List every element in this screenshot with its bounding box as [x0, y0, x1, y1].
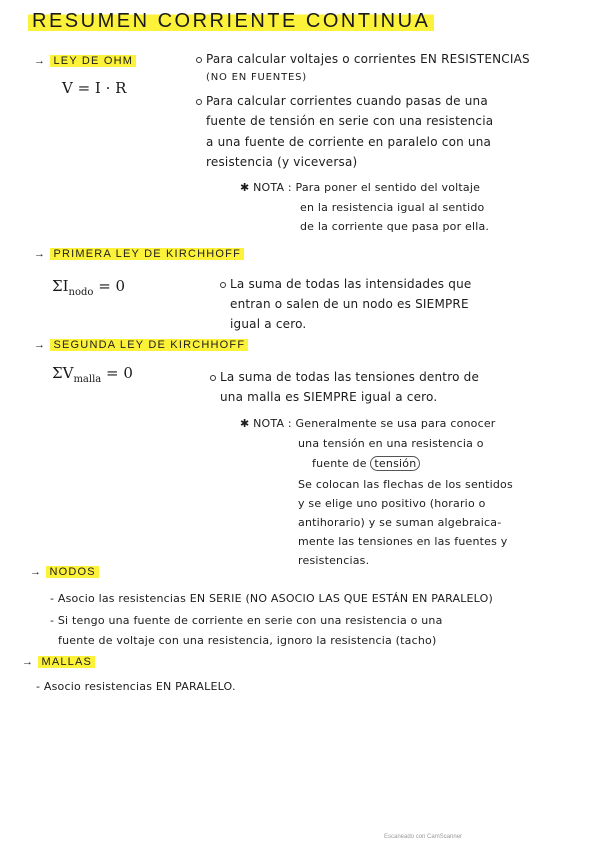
- kirchhoff-2-text-1: La suma de todas las tensiones dentro de: [210, 370, 479, 384]
- ohm-heading: [34, 55, 136, 67]
- kirchhoff-2-heading: [34, 339, 248, 351]
- bullet-dot-icon: [196, 99, 202, 105]
- kirchhoff-2-formula: $\Sigma V_{malla} = 0$: [52, 364, 133, 385]
- scanner-watermark: Escaneado con CamScanner: [384, 834, 463, 840]
- kirchhoff-1-heading: [34, 248, 244, 260]
- star-icon: ✱: [240, 181, 250, 194]
- arrow-icon: →: [34, 248, 47, 260]
- kirchhoff-1-text-2: entran o salen de un nodo es SIEMPRE: [230, 297, 469, 311]
- ohm-bullet-1-line-2: (NO EN FUENTES): [206, 72, 307, 83]
- mallas-heading-label: MALLAS: [38, 656, 95, 668]
- kirchhoff-1-formula: $\Sigma I_{nodo} = 0$: [52, 277, 126, 298]
- nodos-item-2: - Si tengo una fuente de corriente en serie con una resistencia o una: [50, 614, 443, 627]
- bullet-dot-icon: [210, 375, 216, 381]
- ohm-nota-line-2: en la resistencia igual al sentido: [300, 201, 485, 214]
- ohm-bullet-2-line-3: a una fuente de corriente en paralelo con una: [206, 135, 492, 149]
- kirchhoff-2-para-5: resistencias.: [298, 554, 370, 567]
- kirchhoff-2-para-4: mente las tensiones en las fuentes y: [298, 535, 508, 548]
- ohm-bullet-2-line-2: fuente de tensión en serie con una resistencia: [206, 114, 494, 128]
- kirchhoff-2-nota-line-2: una tensión en una resistencia o: [298, 437, 484, 450]
- ohm-formula: V = I · R: [62, 79, 127, 97]
- kirchhoff-2-nota-line-3: fuente de tensión: [312, 457, 420, 470]
- arrow-icon: →: [34, 339, 47, 351]
- star-icon: ✱: [240, 417, 250, 430]
- arrow-icon: →: [30, 566, 43, 578]
- arrow-icon: →: [34, 55, 47, 67]
- kirchhoff-1-text-1: La suma de todas las intensidades que: [220, 277, 471, 291]
- bullet-dot-icon: [220, 282, 226, 288]
- kirchhoff-2-nota: ✱ NOTA : Generalmente se usa para conocer: [240, 417, 496, 430]
- kirchhoff-2-text-2: una malla es SIEMPRE igual a cero.: [220, 390, 438, 404]
- ohm-nota: ✱ NOTA : Para poner el sentido del voltaje: [240, 181, 481, 194]
- ohm-bullet-2: Para calcular corrientes cuando pasas de una: [196, 94, 488, 108]
- page-title: RESUMEN CORRIENTE CONTINUA: [28, 10, 434, 33]
- ohm-bullet-2-line-4: resistencia (y viceversa): [206, 155, 358, 169]
- arrow-icon: →: [22, 656, 35, 668]
- mallas-heading: [22, 656, 95, 668]
- kirchhoff-1-heading-label: PRIMERA LEY DE KIRCHHOFF: [50, 248, 244, 260]
- kirchhoff-2-para-2: y se elige uno positivo (horario o: [298, 497, 486, 510]
- kirchhoff-1-text-3: igual a cero.: [230, 317, 307, 331]
- kirchhoff-2-para-1: Se colocan las flechas de los sentidos: [298, 478, 513, 491]
- circled-word: tensión: [370, 456, 420, 471]
- kirchhoff-2-heading-label: SEGUNDA LEY DE KIRCHHOFF: [50, 339, 248, 351]
- nodos-item-2-line-2: fuente de voltaje con una resistencia, ignoro la resistencia (tacho): [58, 634, 437, 647]
- ohm-nota-line-3: de la corriente que pasa por ella.: [300, 220, 490, 233]
- kirchhoff-2-para-3: antihorario) y se suman algebraica-: [298, 516, 502, 529]
- nodos-heading: [30, 566, 99, 578]
- ohm-heading-label: LEY DE OHM: [50, 55, 136, 67]
- nodos-heading-label: NODOS: [46, 566, 98, 578]
- bullet-dot-icon: [196, 57, 202, 63]
- mallas-item-1: - Asocio resistencias EN PARALELO.: [36, 680, 236, 693]
- nodos-item-1: - Asocio las resistencias EN SERIE (NO ASOCIO LAS QUE ESTÁN EN PARALELO): [50, 592, 493, 605]
- ohm-bullet-1: Para calcular voltajes o corrientes EN RESISTENCIAS: [196, 52, 530, 66]
